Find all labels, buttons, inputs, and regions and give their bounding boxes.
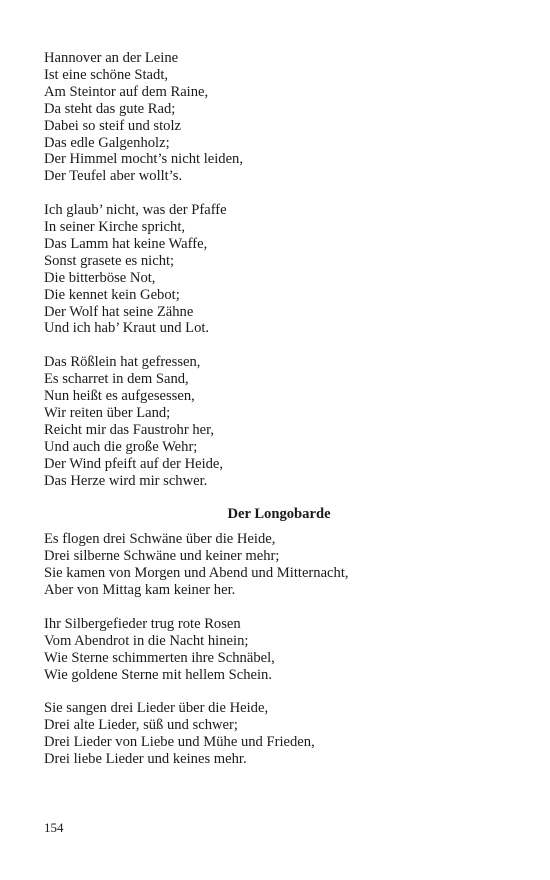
verse-line: Drei Lieder von Liebe und Mühe und Frieden, — [44, 734, 315, 751]
verse-line: Das edle Galgenholz; — [44, 134, 170, 151]
poem-title: Der Longobarde — [227, 505, 331, 522]
verse-line: In seiner Kirche spricht, — [44, 219, 186, 236]
verse-line: Wie Sterne schimmerten ihre Schnäbel, — [44, 649, 275, 666]
verse-line: Reicht mir das Faustrohr her, — [44, 421, 215, 438]
verse-line: Hannover an der Leine — [44, 50, 179, 66]
verse-line: Und auch die große Wehr; — [44, 438, 198, 455]
verse-line: Das Rößlein hat gefressen, — [44, 354, 201, 371]
verse-line: Dabei so steif und stolz — [44, 117, 181, 134]
poem-2 — [44, 531, 514, 768]
verse-line: Da steht das gute Rad; — [44, 100, 176, 117]
verse-line: Es flogen drei Schwäne über die Heide, — [44, 531, 276, 548]
stanza — [44, 202, 514, 337]
stanza — [44, 531, 514, 599]
verse-line: Es scharret in dem Sand, — [44, 371, 189, 388]
stanza — [44, 50, 514, 185]
verse-line: Und ich hab’ Kraut und Lot. — [44, 320, 210, 337]
verse-line: Sie kamen von Morgen und Abend und Mitternacht, — [44, 565, 349, 582]
page-number: 154 — [44, 820, 64, 835]
stanza — [44, 354, 514, 489]
verse-line: Ich glaub’ nicht, was der Pfaffe — [44, 202, 227, 219]
verse-line: Wie goldene Sterne mit hellem Schein. — [44, 666, 272, 683]
verse-line: Die kennet kein Gebot; — [44, 286, 180, 303]
verse-line: Nun heißt es aufgesessen, — [44, 388, 195, 405]
stanza — [44, 700, 514, 768]
verse-line: Wir reiten über Land; — [44, 405, 171, 421]
verse-line: Der Teufel aber wollt’s. — [44, 168, 183, 185]
verse-line: Sonst grasete es nicht; — [44, 252, 175, 269]
verse-line: Am Steintor auf dem Raine, — [44, 83, 209, 100]
poem-1 — [44, 50, 514, 490]
stanza — [44, 616, 514, 684]
verse-line: Vom Abendrot in die Nacht hinein; — [44, 632, 249, 649]
page-content — [44, 50, 514, 768]
verse-line: Sie sangen drei Lieder über die Heide, — [44, 700, 269, 717]
verse-line: Aber von Mittag kam keiner her. — [44, 582, 236, 599]
verse-line: Die bitterböse Not, — [44, 269, 156, 286]
verse-line: Der Himmel mocht’s nicht leiden, — [44, 151, 243, 168]
verse-line: Ist eine schöne Stadt, — [44, 66, 169, 83]
verse-line: Das Herze wird mir schwer. — [44, 472, 208, 489]
verse-line: Drei liebe Lieder und keines mehr. — [44, 751, 247, 768]
verse-line: Der Wind pfeift auf der Heide, — [44, 455, 224, 472]
verse-line: Ihr Silbergefieder trug rote Rosen — [44, 615, 241, 632]
verse-line: Drei silberne Schwäne und keiner mehr; — [44, 548, 280, 565]
verse-line: Drei alte Lieder, süß und schwer; — [44, 717, 238, 734]
verse-line: Der Wolf hat seine Zähne — [44, 303, 194, 320]
verse-line: Das Lamm hat keine Waffe, — [44, 235, 208, 252]
